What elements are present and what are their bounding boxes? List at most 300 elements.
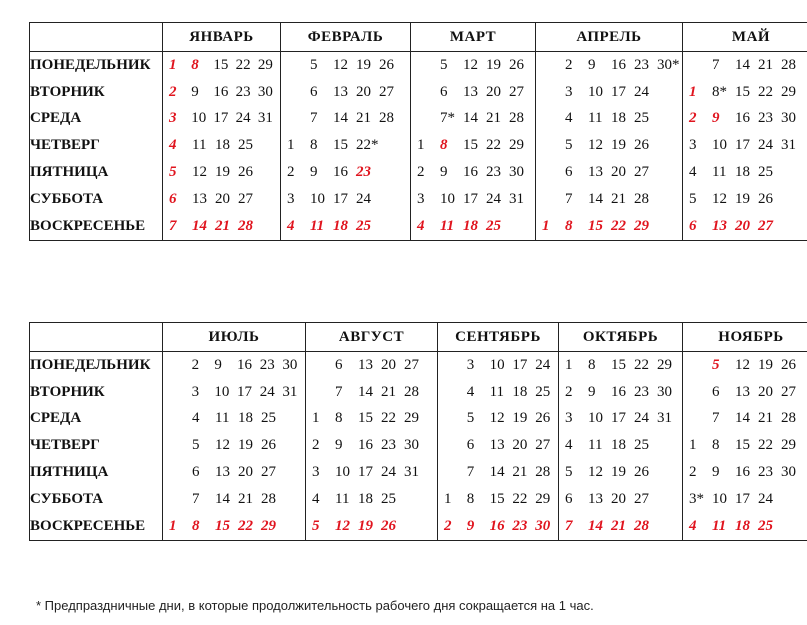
holiday-date: 14 [192,217,207,234]
date: 24 [486,190,501,207]
month-days-cell [438,513,559,540]
date: 24 [758,490,773,507]
month-days-cell [559,459,683,486]
date: 22 [758,83,773,100]
weekday-row [30,406,807,433]
date: 4 [312,490,320,507]
date: 9 [335,437,343,454]
date: 16 [237,356,253,373]
date: 16 [333,164,348,181]
date: 18 [611,437,626,454]
holiday-date: 6 [169,190,177,207]
month-days-cell [306,513,438,540]
date: 22 [634,356,649,373]
footnote: * Предпраздничные дни, в которые продолжительность рабочего дня сокращается на 1 час. [36,598,594,613]
date: 20 [356,83,371,100]
date: 22 [512,490,528,507]
date: 25 [634,110,649,127]
month-days-cell [559,379,683,406]
date: 10 [191,110,207,127]
weekday-label: ВТОРНИК [30,79,163,106]
date: 10 [214,383,230,400]
holiday-date: 9 [712,110,720,127]
month-days-cell [411,52,536,79]
weekday-label: ПЯТНИЦА [30,159,163,186]
date: 31 [257,110,273,127]
date: 27 [379,83,394,100]
date: 14 [358,383,373,400]
weekday-row [30,132,807,159]
date: 1 [689,437,697,454]
date: 19 [611,464,626,481]
calendar-table-bottom [29,322,807,541]
month-days-cell [306,486,438,513]
date: 16 [611,383,626,400]
month-days-cell [163,406,306,433]
month-days-cell [683,213,807,240]
date: 19 [758,356,773,373]
month-days-cell [536,213,683,240]
month-days-cell [163,213,281,240]
holiday-date: 8 [192,517,200,534]
date: 31 [657,410,672,427]
month-days-cell [536,52,683,79]
date: 15 [463,137,478,154]
date: 15 [333,137,348,154]
weekday-label: ЧЕТВЕРГ [30,432,163,459]
date: 12 [192,164,207,181]
month-header: НОЯБРЬ [683,323,807,352]
date: 12 [333,56,348,73]
date: 22 [758,437,773,454]
holiday-date: 28 [634,517,649,534]
date: 29 [657,356,672,373]
month-days-cell [536,132,683,159]
holiday-date: 28 [238,217,253,234]
month-days-cell [438,486,559,513]
holiday-date: 23 [356,164,371,181]
month-days-cell [683,379,807,406]
date: 28 [634,190,649,207]
month-days-cell [306,379,438,406]
date: 10 [712,490,727,507]
month-days-cell [411,159,536,186]
date: 23 [486,164,501,181]
month-days-cell [438,432,559,459]
month-days-cell [163,79,281,106]
weekday-label: ВОСКРЕСЕНЬЕ [30,213,163,240]
date: 16 [735,464,750,481]
date: 5 [466,410,475,427]
holiday-date: 21 [611,517,626,534]
date: 18 [735,164,750,181]
date: 12 [215,437,230,454]
holiday-date: 22 [238,517,253,534]
month-days-cell [281,186,411,213]
date: 23 [235,83,251,100]
holiday-date: 15 [215,517,230,534]
holiday-date: 25 [356,217,371,234]
weekday-row [30,213,807,240]
month-days-cell [559,432,683,459]
month-days-cell [683,406,807,433]
month-days-cell [306,406,438,433]
date: 30 [781,464,796,481]
date: 24 [535,356,551,373]
date: 2 [312,437,320,454]
date: 9 [191,83,199,100]
date: 21 [758,56,773,73]
date: 18 [358,490,373,507]
holiday-date: 21 [215,217,230,234]
month-days-cell [559,352,683,379]
date: 16 [358,437,373,454]
date: 2 [287,164,295,181]
holiday-date: 25 [486,217,501,234]
month-days-cell [438,406,559,433]
holiday-date: 23 [512,517,528,534]
month-header: ЯНВАРЬ [163,23,281,52]
month-header: МАРТ [411,23,536,52]
month-days-cell [683,513,807,540]
holiday-date: 5 [169,164,177,181]
date: 10 [489,356,505,373]
date: 17 [358,464,373,481]
date: 28 [781,410,796,427]
date: 22 [235,56,251,73]
date: 21 [611,190,626,207]
date: 26 [379,56,394,73]
weekday-row [30,379,807,406]
holiday-date: 2 [169,83,177,100]
month-days-cell [306,459,438,486]
date: 18 [611,110,626,127]
date: 1 [417,137,425,154]
holiday-date: 29 [261,517,276,534]
month-header: ФЕВРАЛЬ [281,23,411,52]
date: 28 [261,490,276,507]
date: 26 [634,137,649,154]
holiday-date: 16 [489,517,505,534]
date: 6 [565,164,573,181]
date: 20 [611,164,626,181]
month-header: ОКТЯБРЬ [559,323,683,352]
date: 16 [735,110,750,127]
date: 4 [565,110,573,127]
month-days-cell [281,52,411,79]
date: 5 [565,464,573,481]
date: 29 [535,490,551,507]
date: 18 [215,137,230,154]
weekday-label: ПОНЕДЕЛЬНИК [30,52,163,79]
date: 3 [466,356,475,373]
month-days-cell [438,379,559,406]
date: 10 [335,464,350,481]
month-header: СЕНТЯБРЬ [438,323,559,352]
date: 7 [466,464,475,481]
month-days-cell [411,106,536,133]
month-days-cell [559,486,683,513]
date: 30 [781,110,796,127]
date: 9 [440,164,448,181]
month-header: ИЮЛЬ [163,323,306,352]
date: 27 [535,437,551,454]
date: 29 [781,437,796,454]
date: 17 [213,110,229,127]
weekday-row [30,106,807,133]
month-days-cell [163,352,306,379]
date: 27 [404,356,419,373]
holiday-date: 7 [565,517,573,534]
date: 19 [238,437,253,454]
date: 31 [781,137,796,154]
date: 25 [261,410,276,427]
weekday-label: ПОНЕДЕЛЬНИК [30,352,163,379]
month-header: МАЙ [683,23,807,52]
date: 18 [512,383,528,400]
month-days-cell [163,52,281,79]
date: 10 [588,410,603,427]
holiday-date: 22 [611,217,626,234]
date: 21 [486,110,501,127]
date: 21 [512,464,528,481]
date: 2 [191,356,200,373]
date: 20 [215,190,230,207]
date: 28 [509,110,524,127]
date: 1 [312,410,320,427]
date: 8 [310,137,318,154]
holiday-date: 14 [588,517,603,534]
month-days-cell [683,459,807,486]
date: 12 [463,56,478,73]
date: 20 [512,437,528,454]
holiday-date: 1 [689,83,697,100]
header-corner [30,23,163,52]
month-days-cell [163,132,281,159]
month-days-cell [281,159,411,186]
date: 16 [463,164,478,181]
weekday-label: ВТОРНИК [30,379,163,406]
date: 2 [565,56,573,73]
month-days-cell [536,79,683,106]
date: 7 [192,490,200,507]
date: 28 [781,56,796,73]
month-days-cell [683,52,807,79]
date: 23 [634,383,649,400]
holiday-date: 1 [169,517,177,534]
date: 29 [257,56,273,73]
date: 25 [238,137,253,154]
date: 23 [758,464,773,481]
holiday-date: 18 [735,517,750,534]
date: 12 [712,190,727,207]
date: 11 [489,383,505,400]
date: 25 [634,437,649,454]
date: 31 [282,383,298,400]
date: 28 [404,383,419,400]
date: 8 [588,356,596,373]
holiday-date: 26 [381,517,396,534]
date: 10 [712,137,727,154]
month-days-cell [683,132,807,159]
date: 5 [565,137,573,154]
date: 19 [611,137,626,154]
month-days-cell [683,79,807,106]
date: 20 [611,490,626,507]
weekday-label: СРЕДА [30,106,163,133]
date: 26 [781,356,796,373]
date: 28 [535,464,551,481]
date: 26 [634,464,649,481]
date: 9 [588,56,596,73]
date: 9 [310,164,318,181]
date: 11 [335,490,350,507]
date: 1 [444,490,452,507]
month-days-cell [281,106,411,133]
date: 23 [758,110,773,127]
date: 12 [489,410,505,427]
date: 22 [381,410,396,427]
date: 17 [237,383,253,400]
holiday-date: 18 [333,217,348,234]
date: 17 [611,410,626,427]
date: 22 [486,137,501,154]
month-days-cell [163,379,306,406]
date: 3 [191,383,200,400]
month-days-cell [411,213,536,240]
date: 21 [758,410,773,427]
holiday-date: 8 [191,56,199,73]
date: 7 [310,110,318,127]
date: 19 [512,410,528,427]
holiday-date: 2 [689,110,697,127]
holiday-date: 5 [712,356,720,373]
date: 14 [735,410,750,427]
date: 6 [712,383,720,400]
month-days-cell [683,186,807,213]
holiday-date: 8 [565,217,573,234]
date: 30 [509,164,524,181]
date: 13 [192,190,207,207]
weekday-label: ВОСКРЕСЕНЬЕ [30,513,163,540]
date: 16 [611,56,626,73]
date: 17 [735,490,750,507]
date: 31 [509,190,524,207]
date: 4 [466,383,475,400]
date: 9 [712,464,720,481]
weekday-row [30,352,807,379]
date: 21 [238,490,253,507]
date: 12 [735,356,750,373]
weekday-label: ПЯТНИЦА [30,459,163,486]
holiday-date: 4 [169,137,177,154]
date: 6 [192,464,200,481]
weekday-row [30,513,807,540]
month-days-cell [683,432,807,459]
date: 14 [588,190,603,207]
date: 25 [381,490,396,507]
holiday-date: 2 [444,517,452,534]
date: 13 [215,464,230,481]
weekday-row [30,159,807,186]
date: 7 [565,190,573,207]
holiday-date: 30 [535,517,551,534]
date: 24 [235,110,251,127]
date: 15 [489,490,505,507]
date: 15 [611,356,626,373]
date: 18 [238,410,253,427]
weekday-row [30,186,807,213]
weekday-label: СРЕДА [30,406,163,433]
date: 6 [335,356,343,373]
weekday-row [30,79,807,106]
date: 10 [588,83,603,100]
weekday-row [30,52,807,79]
holiday-date: 27 [758,217,773,234]
date: 13 [333,83,348,100]
date: 17 [611,83,626,100]
date: 7 [335,383,343,400]
month-days-cell [438,459,559,486]
holiday-date: 13 [712,217,727,234]
date: 12 [588,464,603,481]
date: 3 [312,464,320,481]
date: 10 [440,190,455,207]
holiday-date: 4 [287,217,295,234]
date: 5 [310,56,318,73]
weekday-label: ЧЕТВЕРГ [30,132,163,159]
date: 24 [634,83,649,100]
date: 29 [509,137,524,154]
date: 13 [358,356,373,373]
date: 29 [404,410,419,427]
holiday-date: 15 [588,217,603,234]
date: 3 [565,410,573,427]
date: 7 [712,56,720,73]
holiday-date: 3 [169,110,177,127]
date: 27 [634,164,649,181]
month-days-cell [536,186,683,213]
date: 26 [509,56,524,73]
calendar-table-top [29,22,807,241]
date: 17 [735,137,750,154]
date: 19 [356,56,371,73]
date: 30 [657,383,672,400]
date: 27 [261,464,276,481]
holiday-date: 9 [466,517,475,534]
date: 19 [215,164,230,181]
date: 6 [466,437,475,454]
date: 3 [287,190,295,207]
date: 5 [192,437,200,454]
month-days-cell [306,432,438,459]
month-days-cell [683,352,807,379]
date: 1 [565,356,573,373]
date: 25 [535,383,551,400]
month-days-cell [163,459,306,486]
date: 2 [689,464,697,481]
holiday-date: 20 [735,217,750,234]
date: 6 [440,83,448,100]
date: 21 [381,383,396,400]
month-days-cell [411,186,536,213]
date: 27 [781,383,796,400]
date: 5 [440,56,448,73]
date: 9 [588,383,596,400]
date: 5 [689,190,697,207]
month-days-cell [306,352,438,379]
date: 11 [192,137,207,154]
